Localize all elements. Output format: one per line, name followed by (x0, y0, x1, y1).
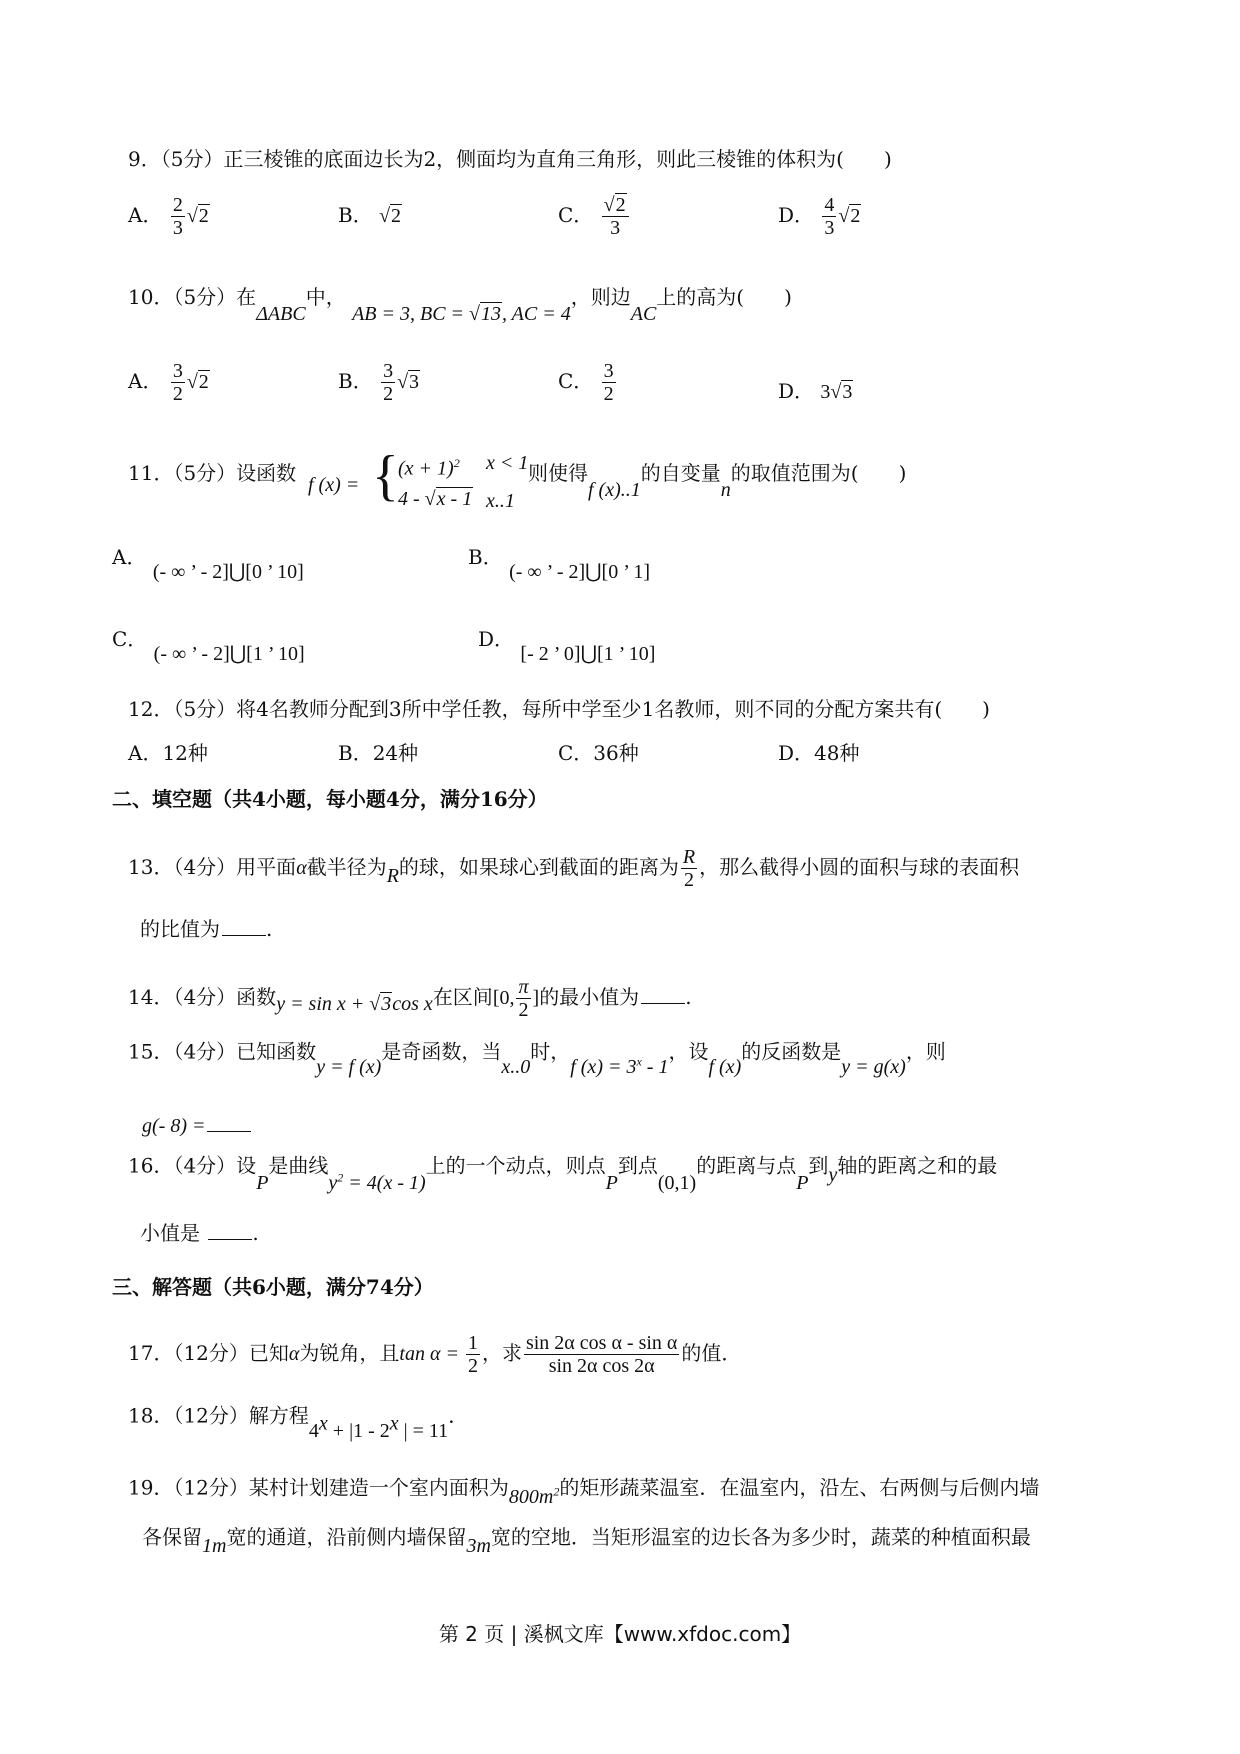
question-18-stem: 18．（12分）解方程$4^x + |1 - 2^x$ | = 11． (128, 1403, 469, 1442)
piecewise-case-2: 4 - √x - 1 (398, 488, 473, 510)
option-label: C． (558, 203, 594, 227)
option-label: C． (112, 627, 148, 651)
sqrt: √3 (397, 371, 420, 393)
question-15-stem: 15．（4分）已知函数y = f (x)是奇函数，当x..0时，f $(x) = 3^x - 1$，设f (x)的反函数是y = g(x)，则 (128, 1039, 946, 1078)
sqrt: √2 (838, 205, 861, 227)
question-11-option-d[interactable]: D． [- 2 ’ 0]⋃[1 ’ 10] (478, 627, 656, 665)
question-12-option-b[interactable]: B．24种 (338, 741, 419, 765)
piecewise-brace: { (372, 445, 399, 507)
option-label: B． (338, 369, 373, 393)
answer-blank[interactable] (222, 917, 266, 936)
question-19-line-2: 各保留1m宽的通道，沿前侧内墙保留3m宽的空地．当矩形温室的边长各为多少时，蔬菜的种植面积最 (142, 1525, 1031, 1557)
fraction: $\frac{4}{3}$ (824, 194, 835, 239)
option-label: D． (478, 627, 515, 651)
question-16-stem: 16．（4分）设P是曲线$y^2 = 4(x - 1)$上的一个动点，则点P到点(0,1)的距离与点P到y轴的距离之和的最 (128, 1153, 998, 1194)
question-19-line-1: 19．（12分）某村计划建造一个室内面积为$800m^2$的矩形蔬菜温室．在温室内，沿左、右两侧与后侧内墙 (128, 1475, 1040, 1508)
option-label: D． (778, 379, 815, 403)
question-11-option-c[interactable]: C． (- ∞ ’ - 2]⋃[1 ’ 10] (112, 627, 305, 665)
option-label: A． (112, 545, 147, 569)
question-10-option-c[interactable] (558, 360, 618, 405)
question-13-line-2: 的比值为 . (140, 917, 273, 941)
section-3-heading: 三、解答题（共6小题，满分74分） (112, 1275, 434, 1299)
question-11-stem-rest: 则使得f (x)..1的自变量n的取值范围为( ) (528, 461, 907, 501)
option-label: C． (558, 369, 594, 393)
answer-blank[interactable] (208, 1221, 252, 1240)
question-9-stem: 9．（5分）正三棱锥的底面边长为2，侧面均为直角三角形，则此三棱锥的体积为( ) (128, 147, 892, 171)
piecewise-cond-1: x < 1 (486, 452, 529, 474)
answer-blank[interactable] (207, 1113, 251, 1132)
question-10-option-a[interactable] (128, 360, 210, 405)
question-16-line-2: 小值是 . (140, 1221, 259, 1245)
question-12-option-d[interactable]: D．48种 (778, 741, 860, 765)
question-9-option-b[interactable] (338, 202, 402, 229)
question-9-option-d[interactable] (778, 194, 861, 239)
option-label: B． (468, 545, 503, 569)
question-10-option-d[interactable]: D． 3√3 (778, 379, 853, 403)
question-12-stem: 12．（5分）将4名教师分配到3所中学任教，每所中学至少1名教师，则不同的分配方案共有( ) (128, 697, 990, 721)
piecewise-cond-2: x..1 (486, 490, 515, 512)
section-2-heading: 二、填空题（共4小题，每小题4分，满分16分） (112, 787, 548, 811)
piecewise-case-1: $(x + 1)^2$ (398, 456, 460, 480)
question-11-prefix: 11．（5分）设函数 (128, 461, 297, 485)
function-name: f (x) = (308, 474, 360, 496)
option-label: A． (128, 369, 163, 393)
option-label: B． (338, 203, 373, 227)
sqrt: √2 (186, 205, 209, 227)
page-footer: 第 2 页 | 溪枫文库【www.xfdoc.com】 (438, 1622, 802, 1646)
question-11-option-b[interactable]: B． (- ∞ ’ - 2]⋃[0 ’ 1] (468, 545, 651, 583)
question-15-line-2: g(- 8) = (142, 1112, 251, 1139)
fraction: $\frac{√2}{3}$ (602, 194, 629, 239)
question-10-option-b[interactable] (338, 360, 420, 405)
question-13-stem: 13．（4分）用平面α截半径为R的球，如果球心到截面的距离为 $\frac{R}{2}$ ，那么截得小圆的面积与球的表面积 (128, 846, 1020, 891)
fraction: $\frac{3}{2}$ (383, 360, 394, 405)
question-14-stem: 14．（4分）函数y = sin x + √3cos x在区间[0, $\frac{\pi}{2}$ ]的最小值为 . (128, 976, 692, 1021)
question-12-option-c[interactable]: C．36种 (558, 741, 639, 765)
question-17-stem: 17．（12分）已知α为锐角，且tan α = $\frac{1}{2}$ ，求 $\frac{\text{sin 2α cos α - sin α}}{\text{sin 2α cos 2α}}$ 的值． (128, 1332, 742, 1377)
fraction: $\frac{3}{2}$ (603, 360, 614, 405)
option-label: D． (778, 203, 815, 227)
question-9-option-c[interactable] (558, 194, 631, 239)
sqrt: √2 (379, 205, 402, 227)
fraction: $\frac{3}{2}$ (172, 360, 183, 405)
question-9-option-a[interactable] (128, 194, 210, 239)
sqrt: √3 (830, 381, 853, 403)
question-10-stem: 10．（5分）在ΔABC中， AB = 3, BC = √13, AC = 4，则边AC上的高为( ) (128, 285, 792, 325)
sqrt: √2 (186, 371, 209, 393)
question-11-option-a[interactable]: A． (- ∞ ’ - 2]⋃[0 ’ 10] (112, 545, 304, 583)
question-12-option-a[interactable]: A．12种 (128, 741, 208, 765)
fraction: $\frac{2}{3}$ (172, 194, 183, 239)
option-label: A． (128, 203, 163, 227)
answer-blank[interactable] (641, 985, 685, 1004)
